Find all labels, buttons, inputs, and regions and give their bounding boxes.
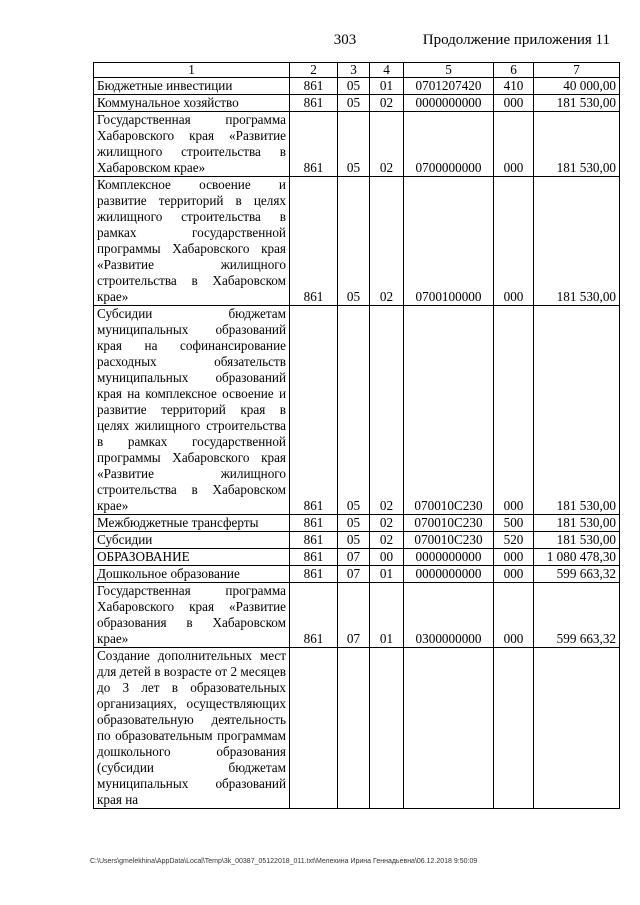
expense-type-code: 000 [494, 177, 534, 306]
column-header: 2 [290, 63, 338, 78]
column-header: 6 [494, 63, 534, 78]
section-code: 07 [338, 566, 370, 583]
section-code: 07 [338, 583, 370, 648]
row-name: Бюджетные инвестиции [94, 78, 290, 95]
ministry-code: 861 [290, 78, 338, 95]
ministry-code: 861 [290, 95, 338, 112]
expense-type-code: 000 [494, 306, 534, 515]
subsection-code: 00 [370, 549, 404, 566]
table-row [94, 177, 620, 306]
section-code: 05 [338, 515, 370, 532]
file-path-footer: C:\Users\gmelekhina\AppData\Local\Temp\3k_00387_05122018_011.txt\Мелехина Ирина Геннадьевна\06.12.2018 9:50:09 [90, 858, 478, 865]
expense-type-code: 520 [494, 532, 534, 549]
ministry-code: 861 [290, 566, 338, 583]
target-article-code: 0000000000 [404, 566, 494, 583]
subsection-code: 02 [370, 112, 404, 177]
subsection-code: 01 [370, 566, 404, 583]
target-article-code: 070010С230 [404, 515, 494, 532]
table-row [94, 95, 620, 112]
expense-type-code: 410 [494, 78, 534, 95]
subsection-code: 02 [370, 177, 404, 306]
target-article-code: 070010С230 [404, 306, 494, 515]
ministry-code: 861 [290, 532, 338, 549]
table-row [94, 549, 620, 566]
table-row [94, 112, 620, 177]
target-article-code: 0300000000 [404, 583, 494, 648]
amount: 181 530,00 [534, 177, 620, 306]
column-header: 7 [534, 63, 620, 78]
expense-type-code: 000 [494, 549, 534, 566]
section-code: 05 [338, 177, 370, 306]
row-name: Создание дополнительных мест для детей в возрасте от 2 месяцев до 3 лет в образовательных организациях, осуществляющих образовательную деятельность по образовательным программам дошкольного образования (субсидии бюджетам муниципальных образований края на [94, 648, 290, 809]
amount: 599 663,32 [534, 583, 620, 648]
subsection-code: 02 [370, 306, 404, 515]
target-article-code: 0700100000 [404, 177, 494, 306]
row-name: Коммунальное хозяйство [94, 95, 290, 112]
section-code: 07 [338, 549, 370, 566]
subsection-code: 01 [370, 583, 404, 648]
row-name: Субсидии [94, 532, 290, 549]
table-row [94, 583, 620, 648]
column-header: 1 [94, 63, 290, 78]
section-code: 05 [338, 78, 370, 95]
page-caption: Продолжение приложения 11 [422, 32, 610, 48]
amount: 181 530,00 [534, 95, 620, 112]
table-row [94, 306, 620, 515]
table-row [94, 515, 620, 532]
row-name: Комплексное освоение и развитие территорий в целях жилищного строительства в рамках государственной программы Хабаровского края «Развитие жилищного строительства в Хабаровском крае» [94, 177, 290, 306]
amount: 181 530,00 [534, 515, 620, 532]
amount [534, 648, 620, 809]
expense-type-code: 000 [494, 95, 534, 112]
expense-type-code: 000 [494, 112, 534, 177]
table-header-row [94, 63, 620, 78]
row-name: Государственная программа Хабаровского края «Развитие образования в Хабаровском крае» [94, 583, 290, 648]
table-row [94, 78, 620, 95]
target-article-code: 0000000000 [404, 95, 494, 112]
section-code: 05 [338, 112, 370, 177]
section-code: 05 [338, 95, 370, 112]
section-code: 05 [338, 532, 370, 549]
amount: 40 000,00 [534, 78, 620, 95]
section-code: 05 [338, 306, 370, 515]
amount: 181 530,00 [534, 532, 620, 549]
subsection-code [370, 648, 404, 809]
table-row [94, 532, 620, 549]
amount: 599 663,32 [534, 566, 620, 583]
target-article-code [404, 648, 494, 809]
target-article-code: 0000000000 [404, 549, 494, 566]
ministry-code: 861 [290, 515, 338, 532]
budget-table [93, 62, 620, 809]
expense-type-code: 000 [494, 583, 534, 648]
ministry-code: 861 [290, 583, 338, 648]
page-number: 303 [333, 32, 357, 48]
subsection-code: 01 [370, 78, 404, 95]
ministry-code: 861 [290, 306, 338, 515]
ministry-code: 861 [290, 177, 338, 306]
row-name: Государственная программа Хабаровского края «Развитие жилищного строительства в Хабаровском крае» [94, 112, 290, 177]
subsection-code: 02 [370, 95, 404, 112]
table-row [94, 566, 620, 583]
column-header: 3 [338, 63, 370, 78]
table-row [94, 648, 620, 809]
subsection-code: 02 [370, 532, 404, 549]
row-name: ОБРАЗОВАНИЕ [94, 549, 290, 566]
target-article-code: 0701207420 [404, 78, 494, 95]
expense-type-code [494, 648, 534, 809]
column-header: 5 [404, 63, 494, 78]
expense-type-code: 000 [494, 566, 534, 583]
amount: 181 530,00 [534, 112, 620, 177]
row-name: Дошкольное образование [94, 566, 290, 583]
amount: 181 530,00 [534, 306, 620, 515]
target-article-code: 070010С230 [404, 532, 494, 549]
ministry-code: 861 [290, 112, 338, 177]
ministry-code [290, 648, 338, 809]
column-header: 4 [370, 63, 404, 78]
subsection-code: 02 [370, 515, 404, 532]
section-code [338, 648, 370, 809]
target-article-code: 0700000000 [404, 112, 494, 177]
amount: 1 080 478,30 [534, 549, 620, 566]
ministry-code: 861 [290, 549, 338, 566]
row-name: Межбюджетные трансферты [94, 515, 290, 532]
row-name: Субсидии бюджетам муниципальных образований края на софинансирование расходных обязательств муниципальных образований края на комплексное освоение и развитие территорий края в целях жилищного строительства в рамках государственной программы Хабаровского края «Развитие жилищного строительства в Хабаровском крае» [94, 306, 290, 515]
expense-type-code: 500 [494, 515, 534, 532]
